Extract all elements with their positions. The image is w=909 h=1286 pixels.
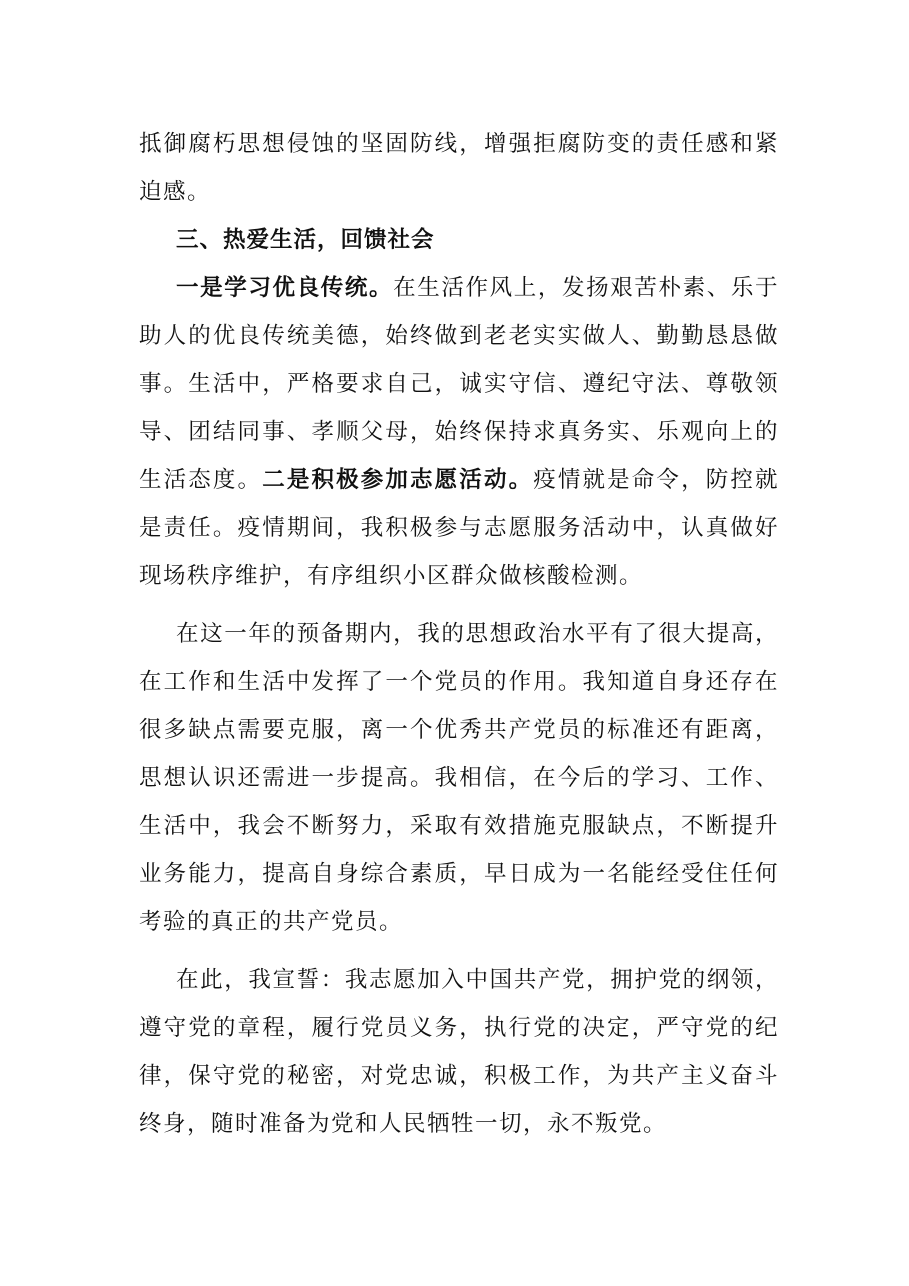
- paragraph-life: [139, 264, 779, 600]
- paragraph-oath: 在此，我宣誓：我志愿加入中国共产党，拥护党的纲领，遵守党的章程，履行党员义务，执行党的决定，严守党的纪律，保守党的秘密，对党忠诚，积极工作，为共产主义奋斗终身，随时准备为党和人民牺牲一切，永不叛党。: [139, 967, 779, 1137]
- point-one-body: 在生活作风上，发扬艰苦朴素、乐于助人的优良传统美德，始终做到老老实实做人、勤勤恳恳做事。生活中，严格要求自己，诚实守信、遵纪守法、尊敬领导、团结同事、孝顺父母，始终保持求真务实、乐观向上的生活态度。: [139, 275, 779, 493]
- point-two-title: 二是积极参加志愿活动。: [262, 467, 534, 493]
- section-heading: 三、热爱生活，回馈社会: [176, 227, 435, 253]
- point-one-title: 一是学习优良传统。: [176, 275, 394, 301]
- point-two-body: 疫情就是命令，防控就是责任。疫情期间，我积极参与志愿服务活动中，认真做好现场秩序维护，有序组织小区群众做核酸检测。: [139, 467, 779, 589]
- continued-paragraph: 抵御腐朽思想侵蚀的坚固防线，增强拒腐防变的责任感和紧迫感。: [139, 131, 779, 205]
- paragraph-summary: 在这一年的预备期内，我的思想政治水平有了很大提高，在工作和生活中发挥了一个党员的作用。我知道自身还存在很多缺点需要克服，离一个优秀共产党员的标准还有距离，思想认识还需进一步提高。我相信，在今后的学习、工作、生活中，我会不断努力，采取有效措施克服缺点，不断提升业务能力，提高自身综合素质，早日成为一名能经受住任何考验的真正的共产党员。: [139, 621, 779, 935]
- document-body: [139, 120, 779, 1148]
